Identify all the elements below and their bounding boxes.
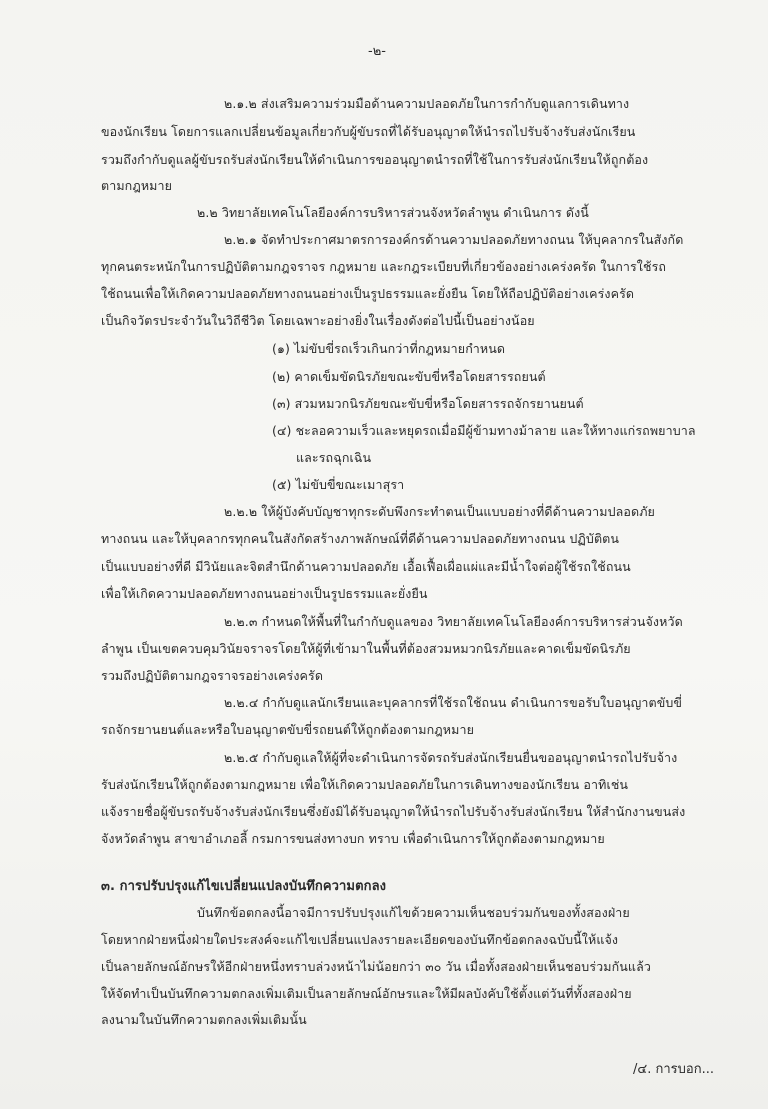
paragraph-line: ให้จัดทำเป็นบันทึกความตกลงเพิ่มเติมเป็นลายลักษณ์อักษรและให้มีผลบังคับใช้ตั้งแต่วันที่ทั้งสองฝ่าย (101, 986, 632, 1001)
continued-footer: /๔. การบอก... (633, 1062, 714, 1077)
paragraph-line: รวมถึงปฏิบัติตามกฎจราจรอย่างเคร่งครัด (101, 668, 324, 683)
list-item: (๕) ไม่ขับขี่ขณะเมาสุรา (272, 477, 405, 492)
paragraph-line: ทางถนน และให้บุคลากรทุกคนในสังกัดสร้างภาพลักษณ์ที่ดีด้านความปลอดภัยทางถนน ปฏิบัติตน (101, 531, 620, 546)
paragraph-line: ของนักเรียน โดยการแลกเปลี่ยนข้อมูลเกี่ยวกับผู้ขับรถที่ได้รับอนุญาตให้นำรถไปรับจ้างรับส่งนักเรียน (101, 124, 636, 139)
paragraph-line: รถจักรยานยนต์และหรือใบอนุญาตขับขี่รถยนต์ให้ถูกต้องตามกฎหมาย (101, 722, 474, 737)
paragraph-line: โดยหากฝ่ายหนึ่งฝ่ายใดประสงค์จะแก้ไขเปลี่ยนแปลงรายละเอียดของบันทึกข้อตกลงฉบับนี้ให้แจ้ง (101, 932, 619, 947)
paragraph-line: บันทึกข้อตกลงนี้อาจมีการปรับปรุงแก้ไขด้วยความเห็นชอบร่วมกันของทั้งสองฝ่าย (197, 905, 630, 920)
paragraph-line: เป็นลายลักษณ์อักษรให้อีกฝ่ายหนึ่งทราบล่วงหน้าไม่น้อยกว่า ๓๐ วัน เมื่อทั้งสองฝ่ายเห็นชอบร่วมกันแล้ว (101, 959, 651, 974)
list-item: (๑) ไม่ขับขี่รถเร็วเกินกว่าที่กฎหมายกำหนด (272, 341, 506, 356)
paragraph-line: จังหวัดลำพูน สาขาอำเภอลี้ กรมการขนส่งทางบก ทราบ เพื่อดำเนินการให้ถูกต้องตามกฎหมาย (101, 831, 605, 846)
list-item: และรถฉุกเฉิน (296, 450, 372, 465)
paragraph-line: ๒.๒.๔ กำกับดูแลนักเรียนและบุคลากรที่ใช้รถใช้ถนน ดำเนินการขอรับใบอนุญาตขับขี่ (224, 695, 683, 710)
paragraph-line: เพื่อให้เกิดความปลอดภัยทางถนนอย่างเป็นรูปธรรมและยั่งยืน (101, 586, 428, 601)
paragraph-line: ๒.๑.๒ ส่งเสริมความร่วมมือด้านความปลอดภัยในการกำกับดูแลการเดินทาง (224, 96, 630, 111)
page-number: -๒- (368, 44, 386, 59)
paragraph-line: ทุกคนตระหนักในการปฏิบัติตามกฎจราจร กฎหมาย และกฎระเบียบที่เกี่ยวข้องอย่างเคร่งครัด ในการใช้รถ (101, 259, 667, 274)
paragraph-line: ๒.๒.๓ กำหนดให้พื้นที่ในกำกับดูแลของ วิทยาลัยเทคโนโลยีองค์การบริหารส่วนจังหวัด (224, 614, 683, 629)
paragraph-line: เป็นแบบอย่างที่ดี มีวินัยและจิตสำนึกด้านความปลอดภัย เอื้อเฟื้อเผื่อแผ่และมีน้ำใจต่อผู้ใช้รถใช้ถนน (101, 559, 631, 574)
paragraph-line: ลงนามในบันทึกความตกลงเพิ่มเติมนั้น (101, 1012, 307, 1027)
paragraph-line: รวมถึงกำกับดูแลผู้ขับรถรับส่งนักเรียนให้ดำเนินการขออนุญาตนำรถที่ใช้ในการรับส่งนักเรียนให้ถูกต้อง (101, 152, 649, 167)
paragraph-line: ลำพูน เป็นเขตควบคุมวินัยจราจรโดยให้ผู้ที่เข้ามาในพื้นที่ต้องสวมหมวกนิรภัยและคาดเข็มขัดนิรภัย (101, 641, 631, 656)
paragraph-line: ๒.๒.๒ ให้ผู้บังคับบัญชาทุกระดับพึงกระทำตนเป็นแบบอย่างที่ดีด้านความปลอดภัย (224, 504, 655, 519)
list-item: (๒) คาดเข็มขัดนิรภัยขณะขับขี่หรือโดยสารรถยนต์ (272, 369, 546, 384)
paragraph-line: รับส่งนักเรียนให้ถูกต้องตามกฎหมาย เพื่อให้เกิดความปลอดภัยในการเดินทางของนักเรียน อาทิเช่น (101, 777, 629, 792)
list-item: (๔) ชะลอความเร็วและหยุดรถเมื่อมีผู้ข้ามทางม้าลาย และให้ทางแก่รถพยาบาล (272, 423, 696, 438)
paragraph-line: ๒.๒.๕ กำกับดูแลให้ผู้ที่จะดำเนินการจัดรถรับส่งนักเรียนยื่นขออนุญาตนำรถไปรับจ้าง (224, 750, 678, 765)
paragraph-line: ตามกฎหมาย (101, 178, 173, 193)
paragraph-line: ๒.๒.๑ จัดทำประกาศมาตรการองค์กรด้านความปลอดภัยทางถนน ให้บุคลากรในสังกัด (224, 232, 684, 247)
paragraph-line: เป็นกิจวัตรประจำวันในวิถีชีวิต โดยเฉพาะอย่างยิ่งในเรื่องดังต่อไปนี้เป็นอย่างน้อย (101, 313, 535, 328)
section-heading: ๒.๒ วิทยาลัยเทคโนโลยีองค์การบริหารส่วนจังหวัดลำพูน ดำเนินการ ดังนี้ (197, 205, 589, 220)
section-title: ๓. การปรับปรุงแก้ไขเปลี่ยนแปลงบันทึกความตกลง (101, 879, 387, 894)
paragraph-line: ใช้ถนนเพื่อให้เกิดความปลอดภัยทางถนนอย่างเป็นรูปธรรมและยั่งยืน โดยให้ถือปฏิบัติอย่างเคร่งครัด (101, 286, 635, 301)
paragraph-line: แจ้งรายชื่อผู้ขับรถรับจ้างรับส่งนักเรียนซึ่งยังมิได้รับอนุญาตให้นำรถไปรับจ้างรับส่งนักเรียน ให้สำนักงานขนส่ง (101, 804, 686, 819)
list-item: (๓) สวมหมวกนิรภัยขณะขับขี่หรือโดยสารรถจักรยานยนต์ (272, 396, 584, 411)
